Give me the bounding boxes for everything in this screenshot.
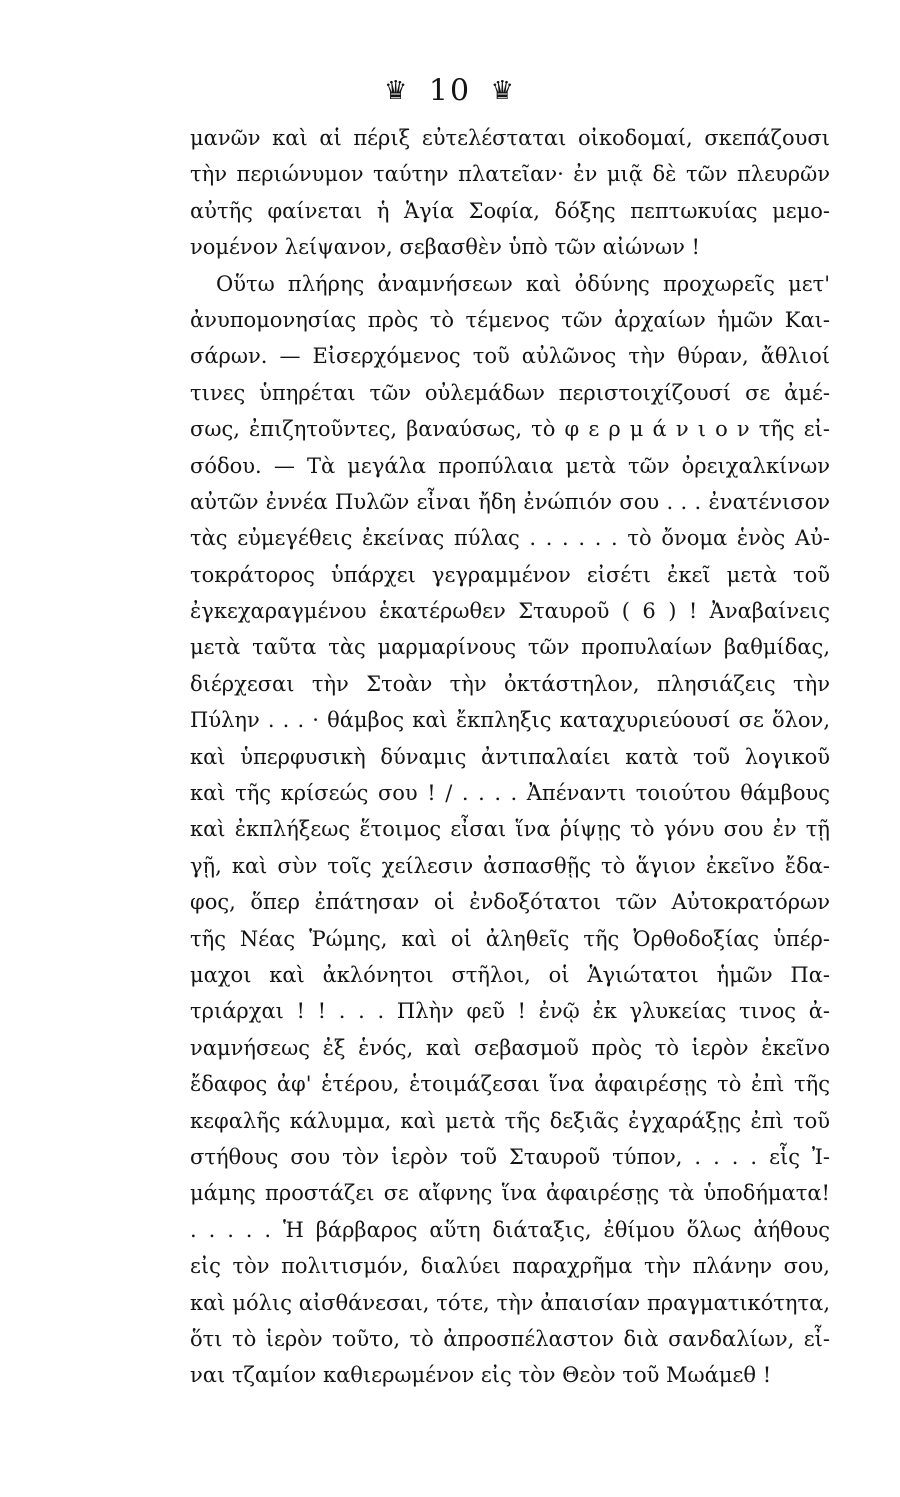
text-line: σως, ἐπιζητοῦντες, βαναύσως, τὸ φ ε ρ μ ά ν ι ο ν τῆς εἰ- <box>190 417 830 442</box>
text-line: τινες ὑπηρέται τῶν οὐλεμάδων περιστοιχίζουσί σε ἀμέ- <box>190 380 830 405</box>
text-line: τὰς εὐμεγέθεις ἐκείνας πύλας . . . . . . τὸ ὄνομα ἑνὸς Αὐ- <box>190 526 830 551</box>
text-line: σάρων. — Εἰσερχόμενος τοῦ αὐλῶνος τὴν θύραν, ἄθλιοί <box>190 344 830 369</box>
text-line: μαχοι καὶ ἀκλόνητοι στῆλοι, οἱ Ἁγιώτατοι ἡμῶν Πα- <box>190 962 830 987</box>
text-line: . . . . . Ἡ βάρβαρος αὕτη διάταξις, ἐθίμου ὅλως ἀήθους <box>190 1217 830 1242</box>
text-line: μάμης προστάζει σε αἴφνης ἵνα ἀφαιρέσῃς τὰ ὑποδήματα! <box>190 1181 830 1206</box>
text-line: μετὰ ταῦτα τὰς μαρμαρίνους τῶν προπυλαίων βαθμίδας, <box>190 635 830 660</box>
text-line: τριάρχαι ! ! . . . Πλὴν φεῦ ! ἐνῷ ἐκ γλυκείας τινος ἀ- <box>190 999 830 1024</box>
text-line: τὴν περιώνυμον ταύτην πλατεῖαν· ἐν μιᾷ δὲ τῶν πλευρῶν <box>190 162 830 187</box>
text-line: ναμνήσεως ἐξ ἑνός, καὶ σεβασμοῦ πρὸς τὸ ἱερὸν ἐκεῖνο <box>190 1035 830 1060</box>
text-line: νομένον λείψανον, σεβασθὲν ὑπὸ τῶν αἰώνων ! <box>190 235 700 260</box>
text-line: φος, ὅπερ ἐπάτησαν οἱ ἐνδοξότατοι τῶν Αὐτοκρατόρων <box>190 890 830 915</box>
text-line: γῇ, καὶ σὺν τοῖς χείλεσιν ἀσπασθῇς τὸ ἅγιον ἐκεῖνο ἔδα- <box>190 853 830 878</box>
body-text <box>190 120 830 1394</box>
text-line: Οὕτω πλήρης ἀναμνήσεων καὶ ὀδύνης προχωρεῖς μετ' <box>216 271 830 296</box>
text-line: καὶ ἐκπλήξεως ἕτοιμος εἶσαι ἵνα ῥίψῃς τὸ γόνυ σου ἐν τῇ <box>190 817 830 842</box>
text-line: μανῶν καὶ αἱ πέριξ εὐτελέσταται οἰκοδομαί, σκεπάζουσι <box>190 126 830 150</box>
text-line: ἀνυπομονησίας πρὸς τὸ τέμενος τῶν ἀρχαίων ἡμῶν Και- <box>190 307 830 332</box>
text-line: τοκράτορος ὑπάρχει γεγραμμένον εἰσέτι ἐκεῖ μετὰ τοῦ <box>190 562 830 587</box>
text-line: κεφαλῆς κάλυμμα, καὶ μετὰ τῆς δεξιᾶς ἐγχαράξῃς ἐπὶ τοῦ <box>190 1108 830 1133</box>
text-line: ὅτι τὸ ἱερὸν τοῦτο, τὸ ἀπροσπέλαστον διὰ σανδαλίων, εἶ- <box>190 1326 830 1351</box>
text-line: διέρχεσαι τὴν Στοὰν τὴν ὀκτάστηλον, πλησιάζεις τὴν <box>190 671 830 696</box>
text-line: καὶ ὑπερφυσικὴ δύναμις ἀντιπαλαίει κατὰ τοῦ λογικοῦ <box>190 744 830 769</box>
crown-ornament-right-icon: ♛ <box>490 76 516 106</box>
text-line: τῆς Νέας Ῥώμης, καὶ οἱ ἀληθεῖς τῆς Ὀρθοδοξίας ὑπέρ- <box>190 926 830 951</box>
page-header <box>0 72 900 109</box>
text-line: σόδου. — Τὰ μεγάλα προπύλαια μετὰ τῶν ὀρειχαλκίνων <box>190 453 830 478</box>
text-line: ἔδαφος ἀφ' ἑτέρου, ἑτοιμάζεσαι ἵνα ἀφαιρέσῃς τὸ ἐπὶ τῆς <box>190 1072 830 1097</box>
text-line: καὶ μόλις αἰσθάνεσαι, τότε, τὴν ἀπαισίαν πραγματικότητα, <box>190 1290 830 1315</box>
text-line: Πύλην . . . · θάμβος καὶ ἔκπληξις καταχυριεύουσί σε ὅλον, <box>190 708 830 733</box>
text-line: ἐγκεχαραγμένου ἑκατέρωθεν Σταυροῦ ( 6 ) ! Ἀναβαίνεις <box>190 599 830 624</box>
page-number: 10 <box>428 73 472 109</box>
text-line: αὐτῆς φαίνεται ἡ Ἁγία Σοφία, δόξης πεπτωκυίας μεμο- <box>190 198 830 223</box>
text-line: ναι τζαμίον καθιερωμένον εἰς τὸν Θεὸν τοῦ Μωάμεθ ! <box>190 1363 772 1388</box>
text-line: στήθους σου τὸν ἱερὸν τοῦ Σταυροῦ τύπον, . . . . εἷς Ἰ- <box>190 1144 830 1169</box>
text-line: καὶ τῆς κρίσεώς σου ! / . . . . Ἀπέναντι τοιούτου θάμβους <box>190 781 830 806</box>
text-line: αὐτῶν ἐννέα Πυλῶν εἶναι ἤδη ἐνώπιόν σου . . . ἐνατένισον <box>190 489 830 514</box>
crown-ornament-left-icon: ♛ <box>384 76 410 106</box>
text-line: εἰς τὸν πολιτισμόν, διαλύει παραχρῆμα τὴν πλάνην σου, <box>190 1254 830 1279</box>
